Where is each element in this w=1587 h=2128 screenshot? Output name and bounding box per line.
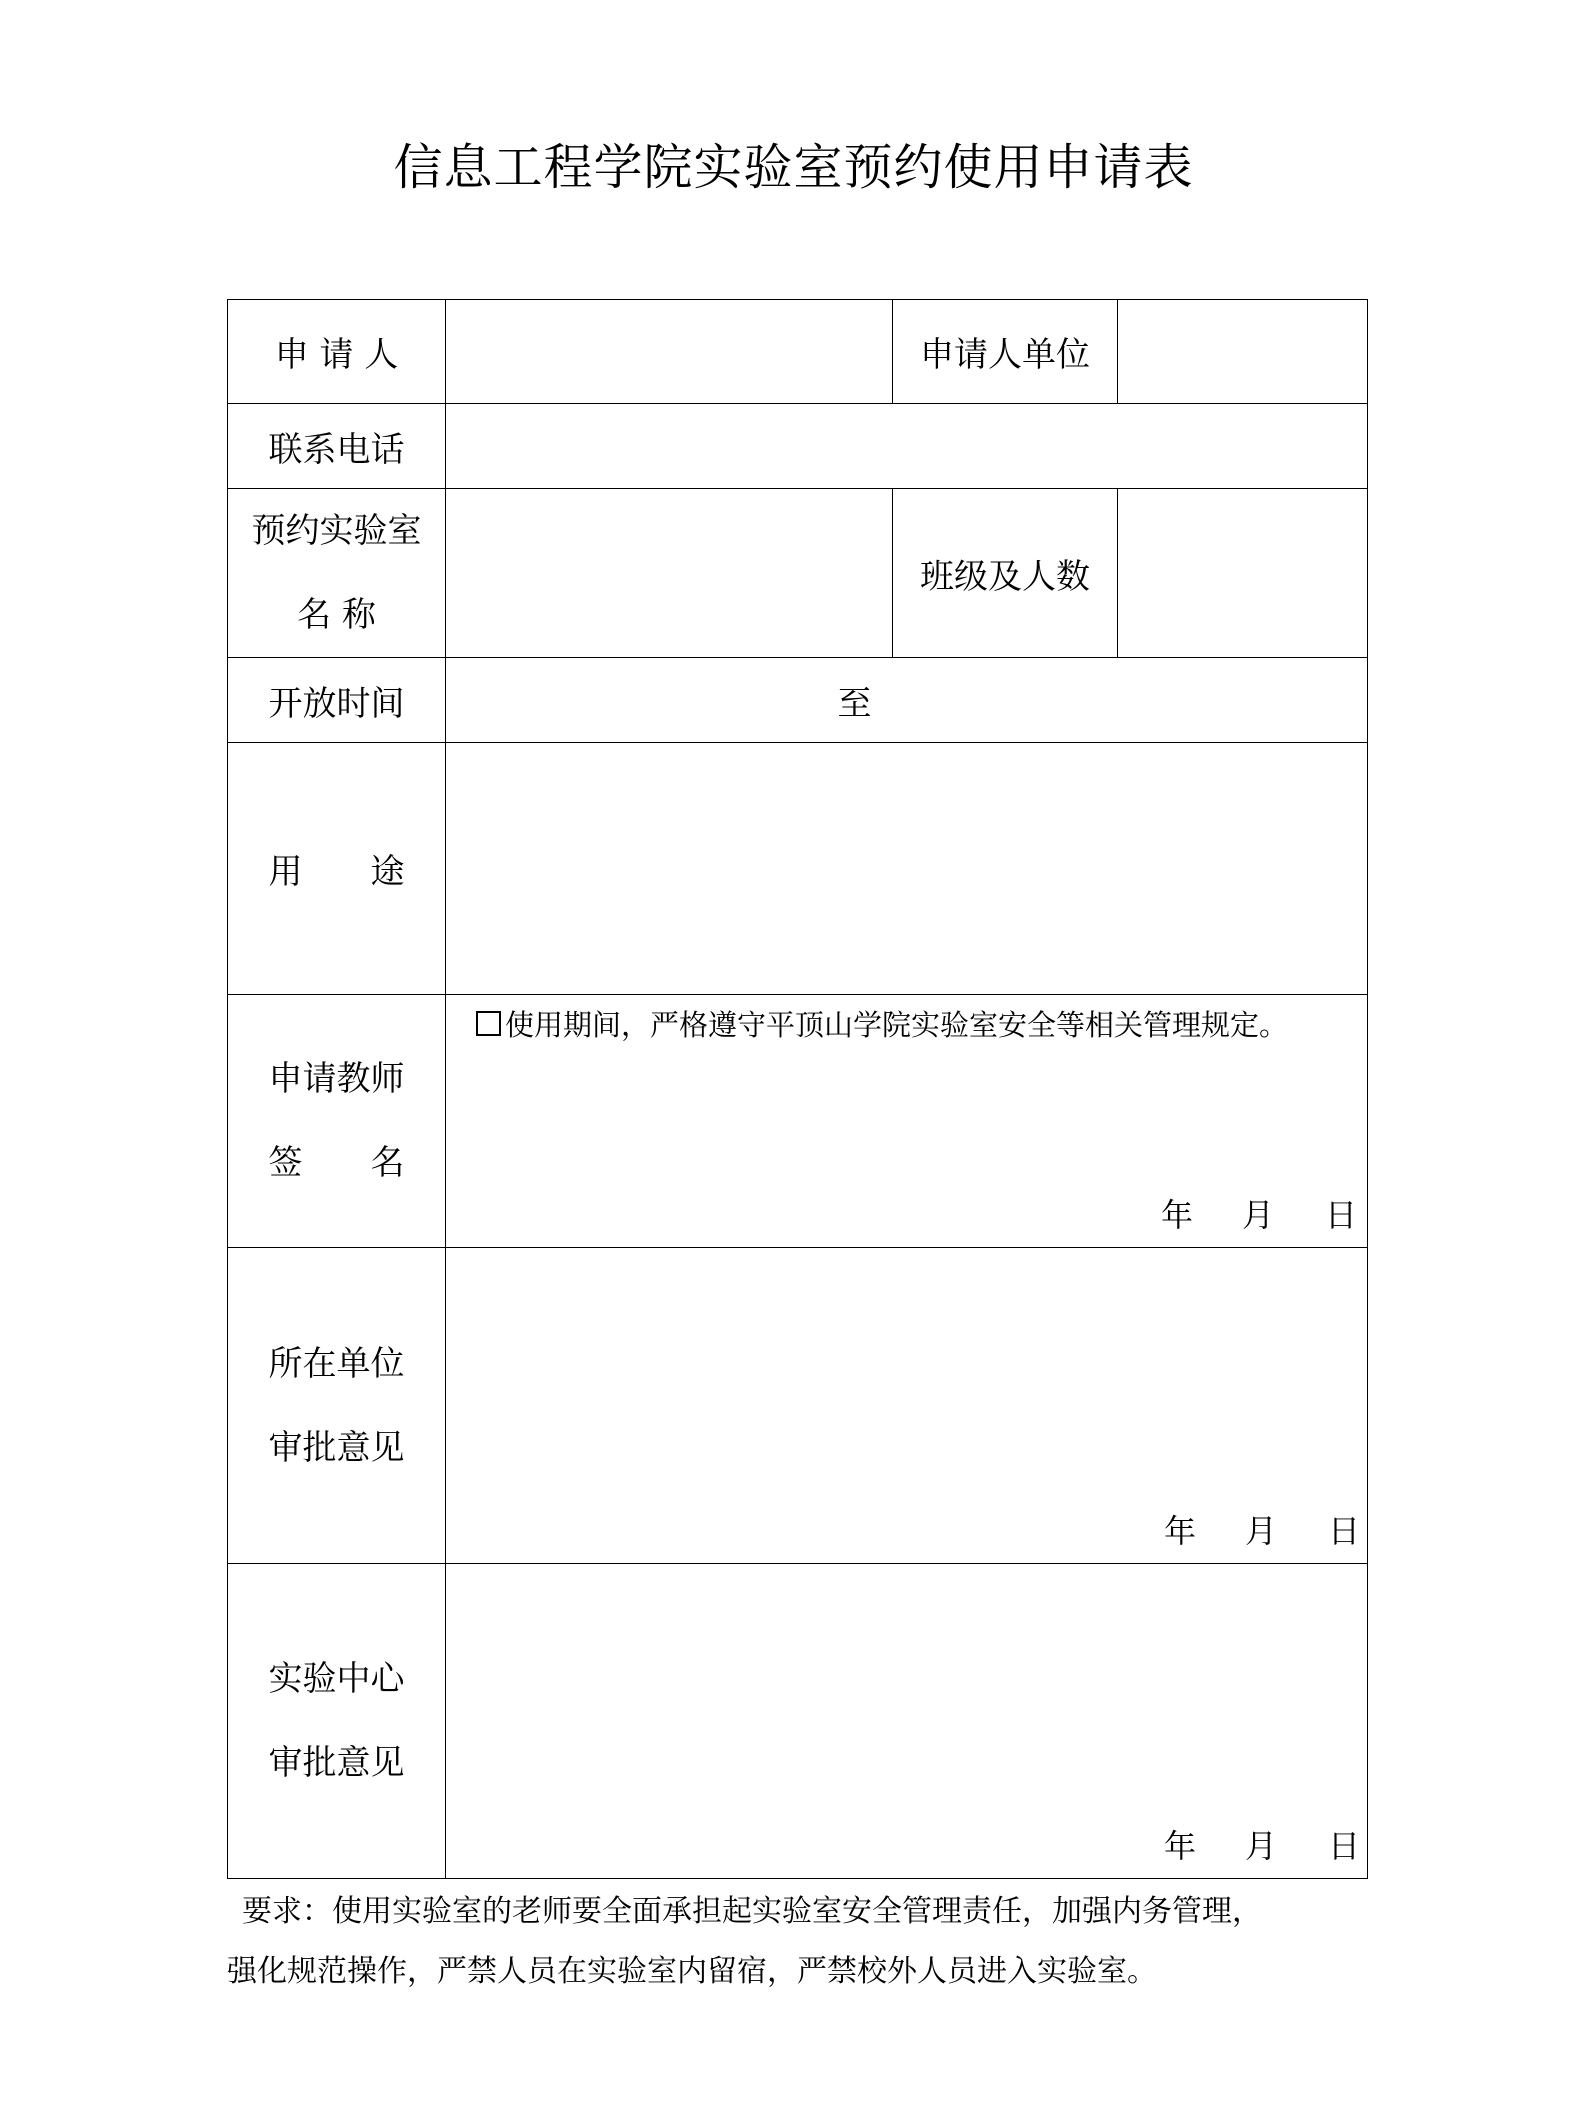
applicant-unit-label: 申请人单位 — [893, 300, 1118, 404]
unit-review-field[interactable]: 年 月 日 — [446, 1248, 1368, 1564]
application-form-table — [227, 299, 1368, 1879]
requirements-line-2: 强化规范操作，严禁人员在实验室内留宿，严禁校外人员进入实验室。 — [227, 1954, 1157, 1989]
phone-label: 联系电话 — [228, 404, 446, 489]
teacher-sign-label: 申请教师 签 名 — [228, 995, 446, 1248]
purpose-field[interactable] — [446, 743, 1368, 995]
form-title: 信息工程学院实验室预约使用申请表 — [393, 139, 1194, 196]
agreement-checkbox[interactable] — [476, 1011, 501, 1036]
class-count-field[interactable] — [1118, 489, 1368, 658]
center-review-field[interactable]: 年 月 日 — [446, 1564, 1368, 1879]
center-review-label: 实验中心 审批意见 — [228, 1564, 446, 1879]
safety-agreement — [476, 1005, 1288, 1045]
class-count-label: 班级及人数 — [893, 489, 1118, 658]
requirements-line-1: 要求：使用实验室的老师要全面承担起实验室安全管理责任，加强内务管理， — [242, 1894, 1262, 1929]
applicant-unit-field[interactable] — [1118, 300, 1368, 404]
open-time-field[interactable] — [446, 658, 1368, 743]
phone-field[interactable] — [446, 404, 1368, 489]
requirements-note — [227, 1882, 1372, 2002]
lab-name-label: 预约实验室 名 称 — [228, 489, 446, 658]
applicant-field[interactable] — [446, 300, 893, 404]
applicant-label: 申 请 人 — [228, 300, 446, 404]
open-time-label: 开放时间 — [228, 658, 446, 743]
agreement-text: 使用期间，严格遵守平顶山学院实验室安全等相关管理规定。 — [505, 1008, 1289, 1042]
open-time-to: 至 — [837, 683, 872, 724]
lab-name-field[interactable] — [446, 489, 893, 658]
unit-review-label: 所在单位 审批意见 — [228, 1248, 446, 1564]
purpose-label: 用 途 — [228, 743, 446, 995]
teacher-sign-field[interactable]: 使用期间，严格遵守平顶山学院实验室安全等相关管理规定。 年 月 日 — [446, 995, 1368, 1248]
